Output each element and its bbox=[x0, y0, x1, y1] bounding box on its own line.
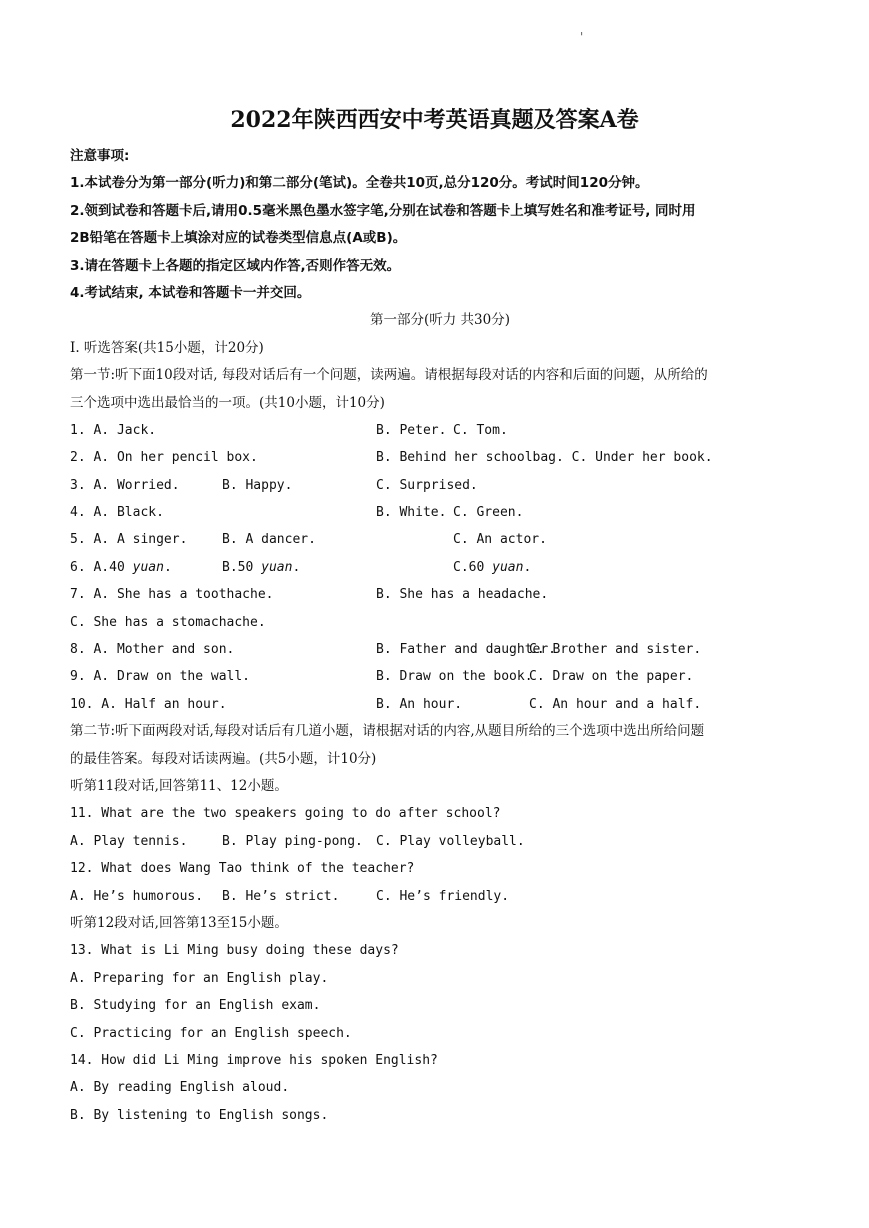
notes-item: 2.领到试卷和答题卡后,请用0.5毫米黑色墨水签字笔,分别在试卷和答题卡上填写姓名和准考证号, 同时用 bbox=[70, 202, 696, 219]
notes-heading: 注意事项: bbox=[70, 148, 130, 164]
dialog-intro: 听第12段对话,回答第13至15小题。 bbox=[70, 914, 288, 931]
option-b: B. Happy. bbox=[222, 477, 293, 493]
section2-instruction: 的最佳答案。每段对话读两遍。(共5小题，计10分) bbox=[70, 750, 377, 767]
option-c: C. Tom. bbox=[453, 422, 508, 438]
option-b: B. By listening to English songs. bbox=[70, 1107, 329, 1123]
notes-item: 3.请在答题卡上各题的指定区域内作答,否则作答无效。 bbox=[70, 257, 401, 274]
question-11-stem: 11. What are the two speakers going to do after school? bbox=[70, 806, 501, 822]
question-4 bbox=[70, 499, 810, 526]
section1-instruction: 三个选项中选出最恰当的一项。(共10小题，计10分) bbox=[70, 394, 385, 411]
question-2 bbox=[70, 444, 810, 471]
question-7 bbox=[70, 581, 810, 608]
option-a: A. Play tennis. bbox=[70, 833, 188, 849]
option-c: C. Play volleyball. bbox=[376, 833, 525, 849]
question-11-options bbox=[70, 828, 810, 855]
option-a: 2. A. On her pencil box. bbox=[70, 450, 258, 466]
page-title: 2022年陕西西安中考英语真题及答案A卷 bbox=[230, 107, 639, 133]
option-a: 8. A. Mother and son. bbox=[70, 642, 235, 658]
question-12-stem: 12. What does Wang Tao think of the teacher? bbox=[70, 861, 415, 877]
question-8 bbox=[70, 636, 810, 663]
option-a: 7. A. She has a toothache. bbox=[70, 587, 274, 603]
question-13-stem: 13. What is Li Ming busy doing these days? bbox=[70, 943, 399, 959]
dialog-intro: 听第11段对话,回答第11、12小题。 bbox=[70, 777, 288, 794]
question-1 bbox=[70, 417, 810, 444]
option-b: B. A dancer. bbox=[222, 532, 316, 548]
question-6 bbox=[70, 554, 810, 581]
option-c: C. Draw on the paper. bbox=[529, 669, 694, 685]
option-a: 1. A. Jack. bbox=[70, 422, 157, 438]
option-b: B. Peter. bbox=[376, 422, 447, 438]
option-c: C. She has a stomachache. bbox=[70, 614, 266, 630]
option-b: B. Play ping-pong. bbox=[222, 833, 363, 849]
option-a: 5. A. A singer. bbox=[70, 532, 188, 548]
section2-instruction: 第二节:听下面两段对话,每段对话后有几道小题，请根据对话的内容,从题目所给的三个选项中选出所给问题 bbox=[70, 723, 705, 740]
option-b: B. Father and daughter. bbox=[376, 642, 557, 658]
question-14-stem: 14. How did Li Ming improve his spoken English? bbox=[70, 1052, 438, 1068]
part1-heading: 第一部分(听力 共30分) bbox=[369, 312, 510, 329]
option-c: C. Surprised. bbox=[376, 477, 478, 493]
option-a: A. He’s humorous. bbox=[70, 888, 204, 904]
option-b: B. White. bbox=[376, 505, 447, 521]
option-a: 10. A. Half an hour. bbox=[70, 696, 227, 712]
document-body bbox=[70, 143, 810, 1129]
option-c: C. Practicing for an English speech. bbox=[70, 1025, 352, 1041]
notes-item: 1.本试卷分为第一部分(听力)和第二部分(笔试)。全卷共10页,总分120分。考试时间120分钟。 bbox=[70, 175, 649, 192]
option-c: C. An actor. bbox=[453, 532, 547, 548]
option-b: B. He’s strict. bbox=[222, 888, 340, 904]
option-b: B.50 yuan. bbox=[222, 559, 301, 575]
question-10 bbox=[70, 691, 810, 718]
section1-heading: I. 听选答案(共15小题，计20分) bbox=[70, 339, 264, 356]
header-mark: ' bbox=[580, 30, 584, 44]
option-b: B. An hour. bbox=[376, 696, 463, 712]
option-b: B. Studying for an English exam. bbox=[70, 998, 321, 1014]
option-a: 9. A. Draw on the wall. bbox=[70, 669, 251, 685]
question-7-continued bbox=[70, 609, 810, 636]
option-a: 6. A.40 yuan. bbox=[70, 559, 172, 575]
option-c: C. An hour and a half. bbox=[529, 696, 702, 712]
notes-item: 2B铅笔在答题卡上填涂对应的试卷类型信息点(A或B)。 bbox=[70, 230, 407, 247]
option-bc: B. Behind her schoolbag. C. Under her book. bbox=[376, 450, 713, 466]
question-12-options bbox=[70, 883, 810, 910]
question-9 bbox=[70, 663, 810, 690]
option-a: A. By reading English aloud. bbox=[70, 1080, 290, 1096]
option-c: C. Brother and sister. bbox=[529, 642, 702, 658]
question-5 bbox=[70, 526, 810, 553]
question-3 bbox=[70, 472, 810, 499]
option-a: 3. A. Worried. bbox=[70, 477, 180, 493]
option-a: A. Preparing for an English play. bbox=[70, 970, 329, 986]
option-a: 4. A. Black. bbox=[70, 505, 164, 521]
section1-instruction: 第一节:听下面10段对话, 每段对话后有一个问题，读两遍。请根据每段对话的内容和后面的问题，从所给的 bbox=[70, 367, 708, 384]
option-c: C.60 yuan. bbox=[453, 559, 532, 575]
option-b: B. She has a headache. bbox=[376, 587, 549, 603]
notes-item: 4.考试结束, 本试卷和答题卡一并交回。 bbox=[70, 284, 311, 301]
option-b: B. Draw on the book. bbox=[376, 669, 533, 685]
option-c: C. He’s friendly. bbox=[376, 888, 510, 904]
option-c: C. Green. bbox=[453, 505, 524, 521]
